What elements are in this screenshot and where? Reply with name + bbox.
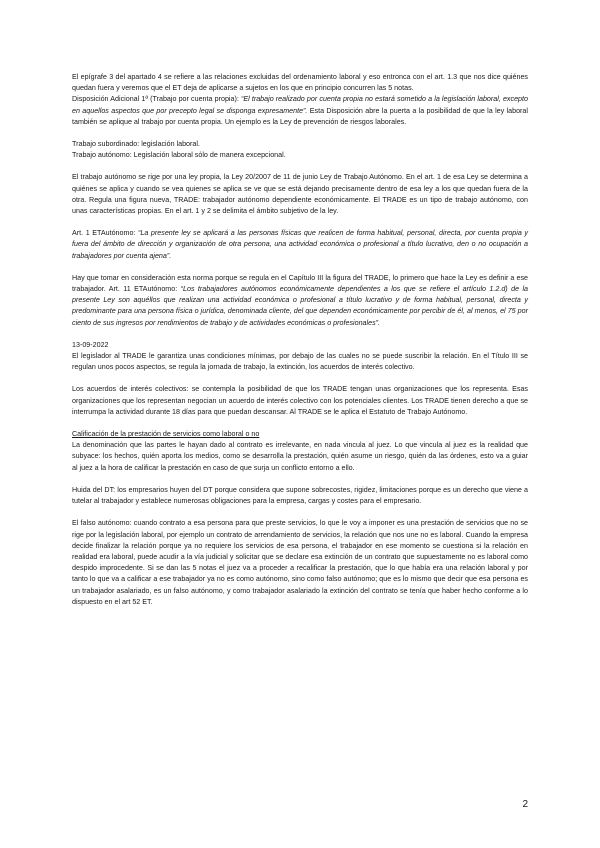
paragraph-acuerdos-interes: Los acuerdos de interés colectivos: se contempla la posibilidad de que los TRADE tengan unas organizaciones que los representa. Esas organizaciones que los representan negocian un acuerdo de interés colectivo con los potenciales clientes. Los TRADE tienen derecho a que se interrumpa la actividad durante 18 días para que puedan descansar. Al TRADE se le aplica el Estatuto de Trabajo Autónomo. [72, 385, 528, 416]
art11-quote: “Los trabajadores autónomos económicamente dependientes a los que se refiere el artículo 1.2.d) de la presente Ley son aquéllos que realizan una actividad económica o profesional a título lucrativo y de forma habitual, personal, directa y predominante para una persona física o jurídica, denominada cliente, del que dependen económicamente por percibir de él, al menos, el 75 por ciento de sus ingresos por rendimientos de trabajo y de actividades económicas o profesionales”. [72, 285, 528, 327]
paragraph-ley-trabajo-autonomo: El trabajo autónomo se rige por una ley propia, la Ley 20/2007 de 11 de junio Ley de Trabajo Autónomo. En el art. 1 de esa Ley se determina a quiénes se aplica y cuando se vea quienes se aplica se ve que se está dejando precisamente dentro de esa ley a los que quedan fuera de la otra. Regula una figura nueva, TRADE: trabajador autónomo dependiente económicamente. El TRADE es un tipo de trabajo autónomo, con unas características propias. En el art. 1 y 2 se delimita el ámbito subjetivo de la ley. [72, 173, 528, 216]
paragraph-falso-autonomo: El falso autónomo: cuando contrato a esa persona para que preste servicios, lo que le voy a imponer es una prestación de servicios que no se rige por la legislación laboral, por ejemplo un contrato de arrendamiento de servicios, la relación que nos une no es laboral. Cuando la empresa decide finalizar la relación porque ya no requiere los servicios de esa persona, el trabajador en ese momento se cuestiona si la relación en realidad era laboral, puede acudir a la vía judicial y solicitar que se declare esa extinción de un contrato que supuestamente no es laboral como despido improcedente. Si se dan las 5 notas el juez va a proceder a recalificar la prestación, que lo que había era una relación laboral y por tanto lo que va a calificar a ese trabajador ya no es como autónomo, sino como falso autónomo; que es lo mismo que decir que esa persona es un trabajador asalariado, es un falso autónomo, y como trabajador asalariado la extinción del contrato se tenía que haber hecho conforme a lo dispuesto en el art 52 ET. [72, 519, 528, 606]
paragraph-art-1 [72, 228, 528, 262]
paragraph-huida-dt: Huida del DT: los empresarios huyen del DT porque considera que supone sobrecostes, rigidez, limitaciones porque es un derecho que viene a tutelar al trabajador y establece numerosas obligaciones para la empresa, cargas y costes para el empresario. [72, 485, 528, 506]
paragraph-relaciones-excluidas: El epígrafe 3 del apartado 4 se refiere a las relaciones excluidas del ordenamiento laboral y eso entronca con el art. 1.3 que nos dice quiénes quedan fuera y veremos que el ET deja de aplicarse a sujetos en los que en principio concurren las 5 notas. [72, 73, 528, 93]
disposicion-tail: Esta Disposición abre la puerta a la posibilidad de que la ley laboral también se aplique al trabajo por cuenta propia. Un ejemplo es la Ley de prevención de riesgos laborales. [72, 106, 528, 126]
page-number: 2 [522, 799, 528, 810]
date-label: 13-09-2022 [72, 340, 109, 349]
disposicion-lead: Disposición Adicional 1ª (Trabajo por cuenta propia): [72, 95, 241, 104]
section-heading-calificacion: Calificación de la prestación de servicios como laboral o no [72, 430, 260, 439]
paragraph-disposicion-adicional [72, 94, 528, 128]
paragraph-denominacion: La denominación que las partes le hayan dado al contrato es irrelevante, en nada vincula al juez. Lo que vincula al juez es la realidad que subyace: los hechos, quién aporta los medios, como se desarrolla la prestación, quién asume un riesgo, quién da las órdenes, esto va a guiar al juez a la hora de calificar la prestación en caso de que surja un conflicto entorno a ello. [72, 441, 528, 472]
line-trabajo-subordinado: Trabajo subordinado: legislación laboral. [72, 140, 200, 149]
line-trabajo-autonomo: Trabajo autónomo: Legislación laboral sólo de manera excepcional. [72, 151, 286, 160]
paragraph-art-11 [72, 273, 528, 329]
disposicion-quote: “El trabajo realizado por cuenta propia no estará sometido a la legislación laboral, excepto en aquellos aspectos que por precepto legal se disponga expresamente”. [72, 95, 528, 115]
art11-lead: Hay que tomar en consideración esta norma porque se regula en el Capítulo III la figura del TRADE, lo primero que hace la Ley es definir a ese trabajador. Art. 11 ETAutónomo: [72, 273, 528, 294]
paragraph-trade-condiciones: El legislador al TRADE le garantiza unas condiciones mínimas, por debajo de las cuales no se puede suscribir la relación. En el Título III se regulan unos pocos aspectos, se regula la jornada de trabajo, la extinción, los acuerdos de interés colectivo. [72, 352, 528, 372]
art1-quote: “La presente ley se aplicará a las personas físicas que realicen de forma habitual, personal, directa, por cuenta propia y fuera del ámbito de dirección y organización de otra persona, una actividad económica o profesional a título lucrativo, den o no ocupación a trabajadores por cuenta ajena”. [72, 229, 528, 260]
art1-lead: Art. 1 ETAutónomo: [72, 229, 139, 238]
